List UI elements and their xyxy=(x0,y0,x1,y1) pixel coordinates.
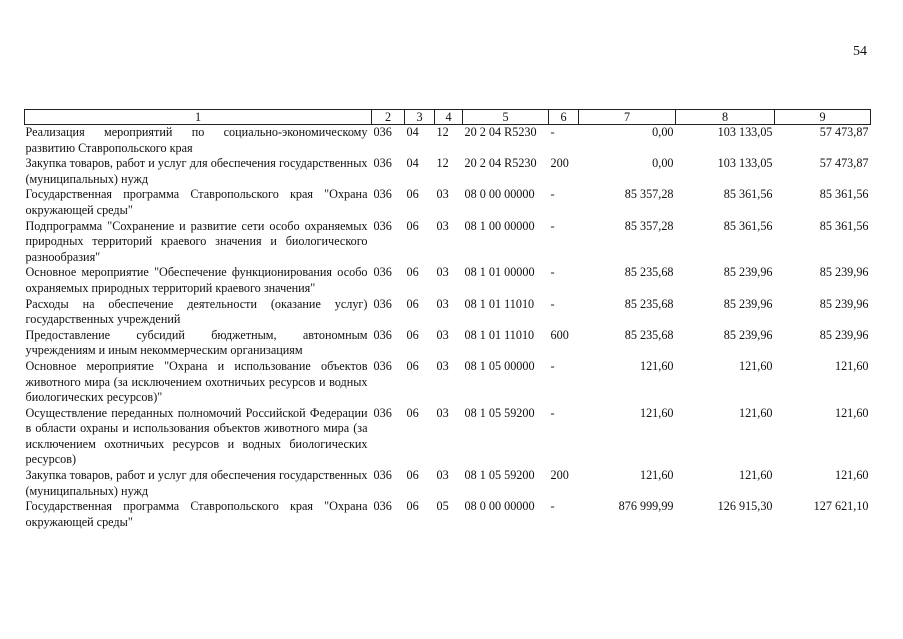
expense-type-code: - xyxy=(550,187,555,202)
column-header: 9 xyxy=(775,110,871,125)
expense-type-code: - xyxy=(550,296,555,311)
expense-name: Основное мероприятие "Охрана и использование объектов животного мира (за исключением охотничьих ресурсов и водных биологических ресурсов)" xyxy=(25,358,368,405)
amount-col7: 85 357,28 xyxy=(624,187,674,202)
amount-col9: 85 239,96 xyxy=(819,327,869,342)
amount-col9: 121,60 xyxy=(834,358,869,373)
target-article-code: 08 1 01 11010 xyxy=(464,327,535,342)
amount-col9: 85 361,56 xyxy=(819,187,869,202)
table-row xyxy=(25,468,871,499)
target-article-code: 08 1 01 11010 xyxy=(464,296,535,311)
column-header: 2 xyxy=(372,110,405,125)
table-row xyxy=(25,359,871,406)
expense-type-code: 600 xyxy=(550,327,569,342)
amount-col8: 85 239,96 xyxy=(723,265,773,280)
amount-col8: 121,60 xyxy=(738,358,773,373)
amount-col7: 121,60 xyxy=(639,405,674,420)
target-article-code: 08 1 01 00000 xyxy=(464,265,535,280)
amount-col9: 85 239,96 xyxy=(819,265,869,280)
amount-col8: 103 133,05 xyxy=(717,125,773,139)
subsection-code: 12 xyxy=(436,125,449,139)
table-row xyxy=(25,125,871,157)
subsection-code: 03 xyxy=(436,358,449,373)
column-header: 3 xyxy=(405,110,435,125)
subsection-code: 03 xyxy=(436,327,449,342)
table-row xyxy=(25,156,871,187)
section-code: 06 xyxy=(406,327,419,342)
amount-col9: 85 361,56 xyxy=(819,218,869,233)
expense-name: Осуществление переданных полномочий Российской Федерации в области охраны и использования объектов животного мира (за исключением охотничьих ресурсов и водных биологических ресурсов) xyxy=(25,405,368,467)
ministry-code: 036 xyxy=(373,187,392,202)
section-code: 06 xyxy=(406,296,419,311)
section-code: 06 xyxy=(406,358,419,373)
ministry-code: 036 xyxy=(373,358,392,373)
table-row xyxy=(25,187,871,218)
column-header: 4 xyxy=(435,110,463,125)
expense-type-code: - xyxy=(550,265,555,280)
expense-type-code: - xyxy=(550,218,555,233)
subsection-code: 03 xyxy=(436,187,449,202)
ministry-code: 036 xyxy=(373,218,392,233)
column-header: 6 xyxy=(549,110,579,125)
amount-col8: 121,60 xyxy=(738,468,773,483)
section-code: 04 xyxy=(406,125,419,139)
target-article-code: 20 2 04 R5230 xyxy=(464,156,537,171)
amount-col7: 85 235,68 xyxy=(624,327,674,342)
expense-type-code: - xyxy=(550,125,555,139)
column-header: 5 xyxy=(463,110,549,125)
subsection-code: 03 xyxy=(436,405,449,420)
amount-col8: 85 361,56 xyxy=(723,187,773,202)
column-header: 1 xyxy=(25,110,372,125)
expense-name: Закупка товаров, работ и услуг для обеспечения государственных (муниципальных) нужд xyxy=(25,468,368,498)
amount-col7: 0,00 xyxy=(652,125,674,139)
ministry-code: 036 xyxy=(373,125,392,139)
amount-col7: 85 235,68 xyxy=(624,265,674,280)
ministry-code: 036 xyxy=(373,265,392,280)
ministry-code: 036 xyxy=(373,468,392,483)
expense-name: Государственная программа Ставропольского края "Охрана окружающей среды" xyxy=(25,187,368,217)
expense-name: Основное мероприятие "Обеспечение функционирования особо охраняемых природных территорий краевого значения" xyxy=(25,265,368,295)
expense-type-code: - xyxy=(550,405,555,420)
table-row xyxy=(25,297,871,328)
column-header: 8 xyxy=(676,110,775,125)
target-article-code: 08 0 00 00000 xyxy=(464,499,535,514)
ministry-code: 036 xyxy=(373,296,392,311)
expense-name: Закупка товаров, работ и услуг для обеспечения государственных (муниципальных) нужд xyxy=(25,156,368,186)
subsection-code: 03 xyxy=(436,296,449,311)
subsection-code: 03 xyxy=(436,218,449,233)
amount-col7: 85 357,28 xyxy=(624,218,674,233)
expense-name: Государственная программа Ставропольского края "Охрана окружающей среды" xyxy=(25,499,368,529)
amount-col8: 85 239,96 xyxy=(723,327,773,342)
amount-col8: 121,60 xyxy=(738,405,773,420)
amount-col8: 103 133,05 xyxy=(717,156,773,171)
target-article-code: 08 1 00 00000 xyxy=(464,218,535,233)
section-code: 06 xyxy=(406,265,419,280)
amount-col8: 85 239,96 xyxy=(723,296,773,311)
section-code: 06 xyxy=(406,187,419,202)
expense-type-code: 200 xyxy=(550,468,569,483)
amount-col7: 85 235,68 xyxy=(624,296,674,311)
table-row xyxy=(25,219,871,266)
amount-col9: 85 239,96 xyxy=(819,296,869,311)
target-article-code: 20 2 04 R5230 xyxy=(464,125,537,139)
expense-name: Подпрограмма "Сохранение и развитие сети особо охраняемых природных территорий краевого значения и биологического разнообразия" xyxy=(25,218,368,264)
expense-name: Расходы на обеспечение деятельности (оказание услуг) государственных учреждений xyxy=(25,296,368,327)
amount-col9: 127 621,10 xyxy=(813,499,869,514)
subsection-code: 05 xyxy=(436,499,449,514)
amount-col7: 121,60 xyxy=(639,358,674,373)
expense-type-code: 200 xyxy=(550,156,569,171)
amount-col9: 57 473,87 xyxy=(819,156,869,171)
budget-table xyxy=(24,109,871,530)
table-row xyxy=(25,499,871,530)
target-article-code: 08 1 05 00000 xyxy=(464,358,535,373)
section-code: 06 xyxy=(406,218,419,233)
target-article-code: 08 0 00 00000 xyxy=(464,187,535,202)
subsection-code: 03 xyxy=(436,468,449,483)
expense-name: Реализация мероприятий по социально-экономическому развитию Ставропольского края xyxy=(25,125,368,155)
ministry-code: 036 xyxy=(373,156,392,171)
table-row xyxy=(25,265,871,296)
amount-col9: 121,60 xyxy=(834,405,869,420)
expense-name: Предоставление субсидий бюджетным, автономным учреждениям и иным некоммерческим организациям xyxy=(25,327,368,358)
expense-type-code: - xyxy=(550,358,555,373)
amount-col8: 85 361,56 xyxy=(723,218,773,233)
amount-col8: 126 915,30 xyxy=(717,499,773,514)
section-code: 06 xyxy=(406,468,419,483)
column-header: 7 xyxy=(579,110,676,125)
amount-col7: 121,60 xyxy=(639,468,674,483)
section-code: 04 xyxy=(406,156,419,171)
section-code: 06 xyxy=(406,499,419,514)
amount-col9: 57 473,87 xyxy=(819,125,869,139)
subsection-code: 03 xyxy=(436,265,449,280)
table-row xyxy=(25,328,871,359)
page-number: 54 xyxy=(853,44,867,59)
amount-col7: 0,00 xyxy=(652,156,674,171)
amount-col7: 876 999,99 xyxy=(618,499,674,514)
ministry-code: 036 xyxy=(373,405,392,420)
target-article-code: 08 1 05 59200 xyxy=(464,405,535,420)
expense-type-code: - xyxy=(550,499,555,514)
ministry-code: 036 xyxy=(373,499,392,514)
ministry-code: 036 xyxy=(373,327,392,342)
section-code: 06 xyxy=(406,405,419,420)
table-row xyxy=(25,406,871,468)
target-article-code: 08 1 05 59200 xyxy=(464,468,535,483)
header-row xyxy=(25,110,871,125)
subsection-code: 12 xyxy=(436,156,449,171)
amount-col9: 121,60 xyxy=(834,468,869,483)
